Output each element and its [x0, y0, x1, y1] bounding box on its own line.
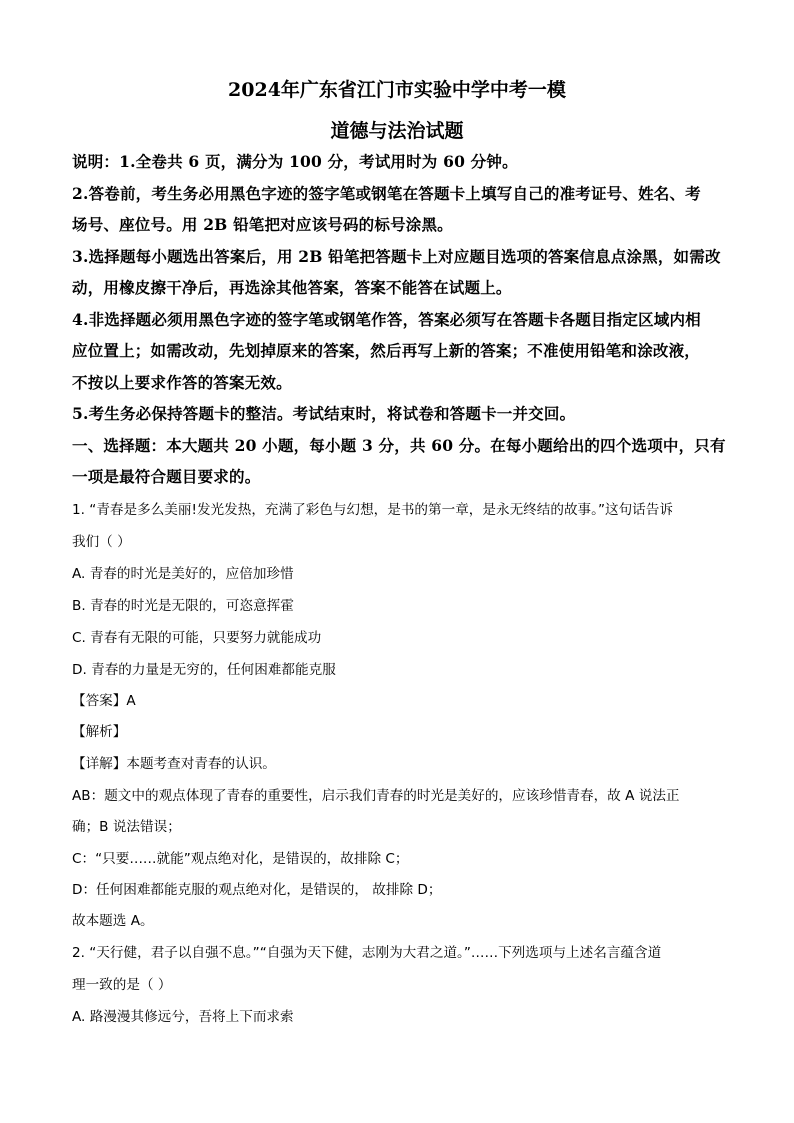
- instruction-line: 场号、座位号。用 2B 铅笔把对应该号码的标号涂黑。: [72, 215, 453, 234]
- question-2-stem: 2. “天行健，君子以自强不息。”“自强为天下健，志刚为大君之道。”……下列选项与上述名言蕴含道: [72, 945, 662, 961]
- instruction-line: 3.选择题每小题选出答案后，用 2B 铅笔把答题卡上对应题目选项的答案信息点涂黑，如需改: [72, 247, 721, 266]
- instruction-line: 2.答卷前，考生务必用黑色字迹的签字笔或钢笔在答题卡上填写自己的准考证号、姓名、考: [72, 184, 701, 203]
- question-1-option-c: C. 青春有无限的可能，只要努力就能成功: [72, 630, 322, 646]
- exam-title: 2024年广东省江门市实验中学中考一模: [228, 79, 566, 101]
- question-1-option-a: A. 青春的时光是美好的，应倍加珍惜: [72, 566, 294, 582]
- instruction-line: 应位置上；如需改动，先划掉原来的答案，然后再写上新的答案；不准使用铅笔和涂改液，: [72, 341, 701, 360]
- section-heading: 一项是最符合题目要求的。: [72, 467, 261, 486]
- question-1-analysis-line: 【详解】本题考查对青春的认识。: [72, 756, 276, 772]
- question-1-stem: 1. “青春是多么美丽!发光发热，充满了彩色与幻想，是书的第一章，是永无终结的故事。”这句话告诉: [72, 502, 673, 518]
- question-1-analysis-line: C：“只要……就能”观点绝对化，是错误的，故排除 C；: [72, 851, 409, 867]
- question-1-stem: 我们（ ）: [72, 534, 131, 550]
- question-1-analysis-label: 【解析】: [72, 724, 127, 740]
- question-1-option-b: B. 青春的时光是无限的，可恣意挥霍: [72, 598, 294, 614]
- question-1-analysis-line: D：任何困难都能克服的观点绝对化，是错误的， 故排除 D；: [72, 882, 442, 898]
- question-2-stem: 理一致的是（ ）: [72, 977, 172, 993]
- instruction-line: 5.考生务必保持答题卡的整洁。考试结束时，将试卷和答题卡一并交回。: [72, 404, 576, 423]
- question-2-option-a: A. 路漫漫其修远兮，吾将上下而求索: [72, 1009, 294, 1025]
- section-heading: 一、选择题：本大题共 20 小题，每小题 3 分，共 60 分。在每小题给出的四个选项中，只有: [72, 436, 726, 455]
- question-1-option-d: D. 青春的力量是无穷的，任何困难都能克服: [72, 662, 336, 678]
- instruction-line: 动，用橡皮擦干净后，再选涂其他答案，答案不能答在试题上。: [72, 278, 512, 297]
- instruction-line: 不按以上要求作答的答案无效。: [72, 373, 292, 392]
- question-1-answer: 【答案】A: [72, 693, 136, 709]
- exam-subtitle: 道德与法治试题: [330, 120, 464, 142]
- question-1-analysis-line: 故本题选 A。: [72, 913, 154, 929]
- instruction-line: 说明：1.全卷共 6 页，满分为 100 分，考试用时为 60 分钟。: [72, 152, 518, 171]
- instruction-line: 4.非选择题必须用黑色字迹的签字笔或钢笔作答，答案必须写在答题卡各题目指定区域内相: [72, 310, 701, 329]
- question-1-analysis-line: AB：题文中的观点体现了青春的重要性，启示我们青春的时光是美好的，应该珍惜青春，故 A 说法正: [72, 788, 680, 804]
- question-1-analysis-line: 确；B 说法错误；: [72, 819, 181, 835]
